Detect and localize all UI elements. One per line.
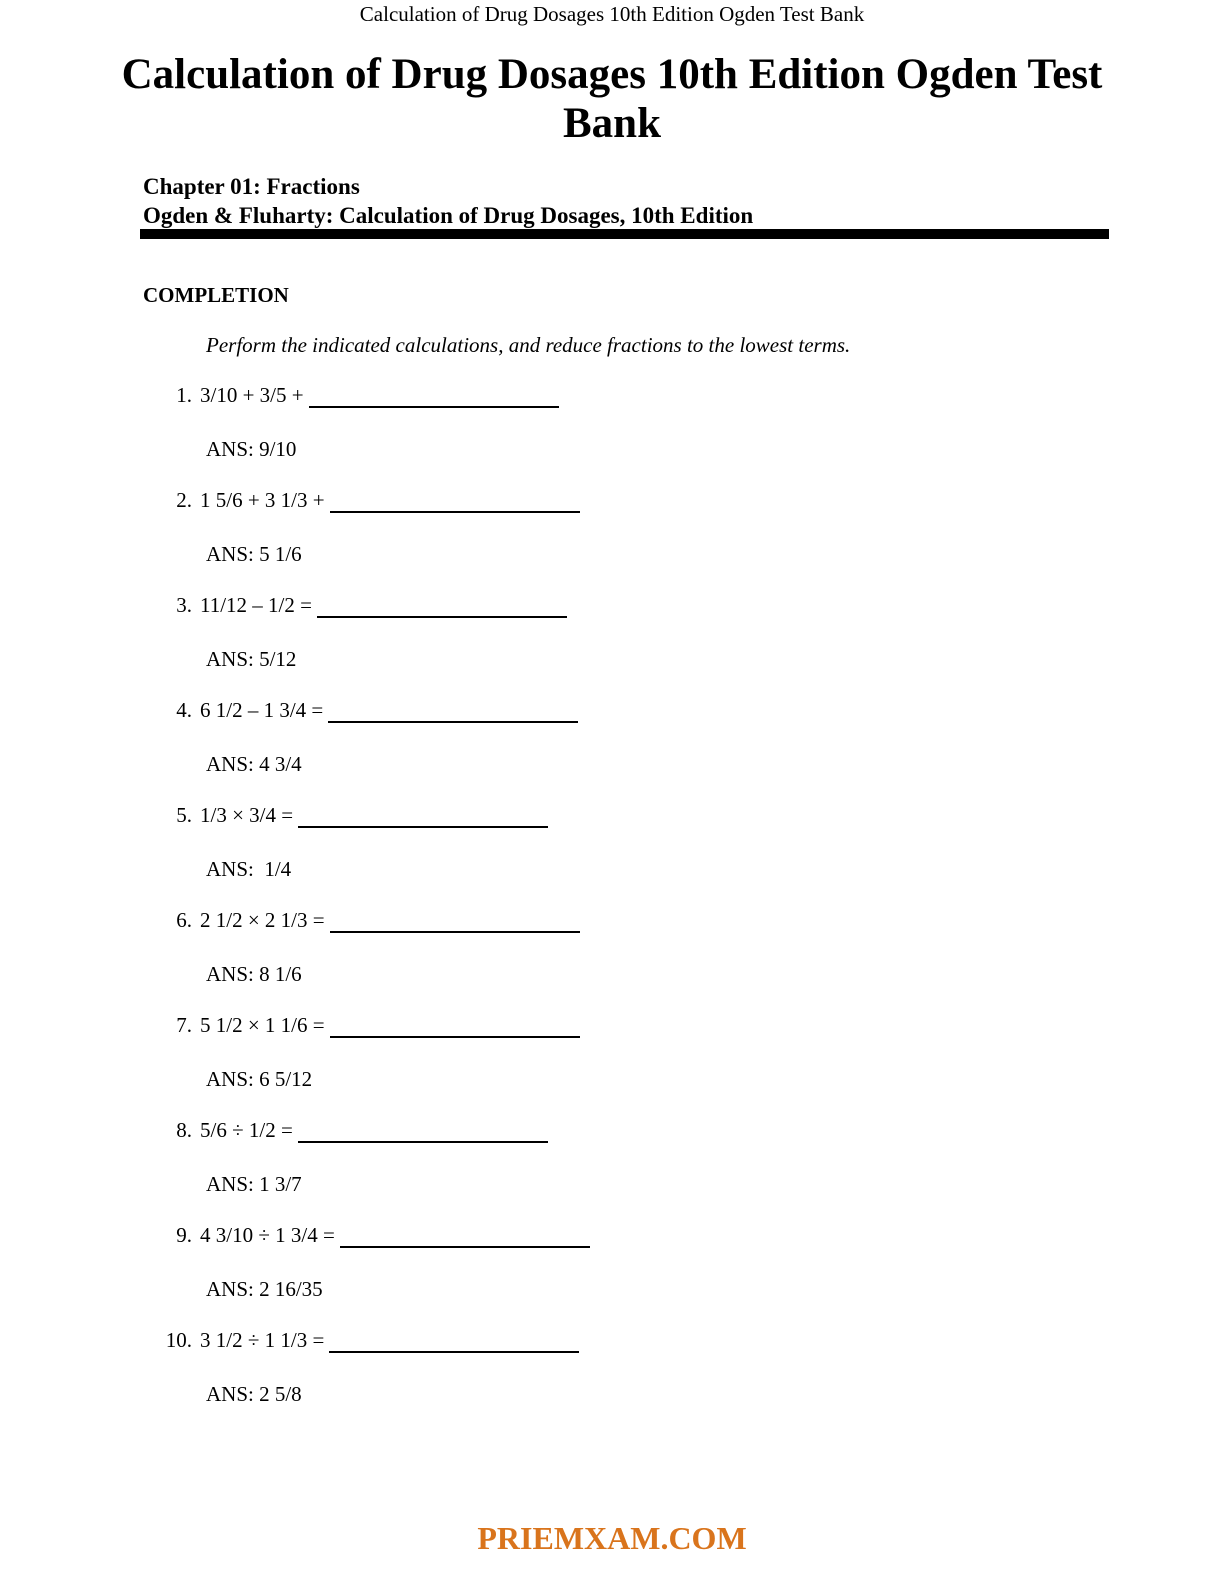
question [150, 383, 559, 408]
question-number: 4. [176, 698, 192, 722]
question-expression: 1 5/6 + 3 1/3 + [200, 488, 325, 512]
answer-blank [330, 489, 580, 513]
answer: ANS: 5 1/6 [206, 542, 302, 566]
answer: ANS: 2 16/35 [206, 1277, 323, 1301]
footer-watermark: PRIEMXAM.COM [477, 1520, 747, 1556]
question-expression: 1/3 × 3/4 = [200, 803, 294, 827]
instructions: Perform the indicated calculations, and reduce fractions to the lowest terms. [206, 333, 851, 357]
answer: ANS: 1/4 [206, 857, 292, 881]
page-title: Calculation of Drug Dosages 10th Edition Ogden Test Bank [121, 51, 1103, 147]
answer-blank [298, 1119, 548, 1143]
answer-blank [330, 1014, 580, 1038]
chapter-heading [143, 172, 753, 230]
question-number: 5. [176, 803, 192, 827]
answer-blank [329, 1329, 579, 1353]
question [150, 1223, 590, 1248]
answer-blank [298, 804, 548, 828]
answer: ANS: 9/10 [206, 437, 297, 461]
answer-blank [317, 594, 567, 618]
question [150, 698, 578, 723]
question-number: 6. [176, 908, 192, 932]
question-expression: 3/10 + 3/5 + [200, 383, 304, 407]
question-expression: 5 1/2 × 1 1/6 = [200, 1013, 325, 1037]
question-expression: 6 1/2 – 1 3/4 = [200, 698, 324, 722]
answer: ANS: 6 5/12 [206, 1067, 313, 1091]
question [150, 1328, 579, 1353]
question-expression: 3 1/2 ÷ 1 1/3 = [200, 1328, 325, 1352]
question [150, 908, 580, 933]
question-number: 9. [176, 1223, 192, 1247]
answer-blank [309, 384, 559, 408]
answer: ANS: 2 5/8 [206, 1382, 302, 1406]
question [150, 1118, 548, 1143]
question-number: 7. [176, 1013, 192, 1037]
answer: ANS: 1 3/7 [206, 1172, 302, 1196]
heading-rule [140, 229, 1109, 239]
question-expression: 2 1/2 × 2 1/3 = [200, 908, 325, 932]
answer: ANS: 5/12 [206, 647, 297, 671]
question-number: 3. [176, 593, 192, 617]
answer-blank [330, 909, 580, 933]
answer-blank [340, 1224, 590, 1248]
question-expression: 5/6 ÷ 1/2 = [200, 1118, 293, 1142]
book-citation: Ogden & Fluharty: Calculation of Drug Dosages, 10th Edition [143, 203, 754, 228]
answer: ANS: 8 1/6 [206, 962, 302, 986]
question [150, 593, 567, 618]
question [150, 803, 548, 828]
question-number: 8. [176, 1118, 192, 1142]
answer-blank [328, 699, 578, 723]
question [150, 1013, 580, 1038]
chapter-title: Chapter 01: Fractions [143, 174, 360, 199]
question-number: 1. [176, 383, 192, 407]
question-number: 10. [165, 1328, 192, 1352]
answer: ANS: 4 3/4 [206, 752, 302, 776]
question-expression: 4 3/10 ÷ 1 3/4 = [200, 1223, 335, 1247]
question-number: 2. [176, 488, 192, 512]
section-heading: COMPLETION [143, 283, 289, 307]
running-header: Calculation of Drug Dosages 10th Edition Ogden Test Bank [359, 2, 865, 26]
question [150, 488, 580, 513]
question-expression: 11/12 – 1/2 = [200, 593, 312, 617]
